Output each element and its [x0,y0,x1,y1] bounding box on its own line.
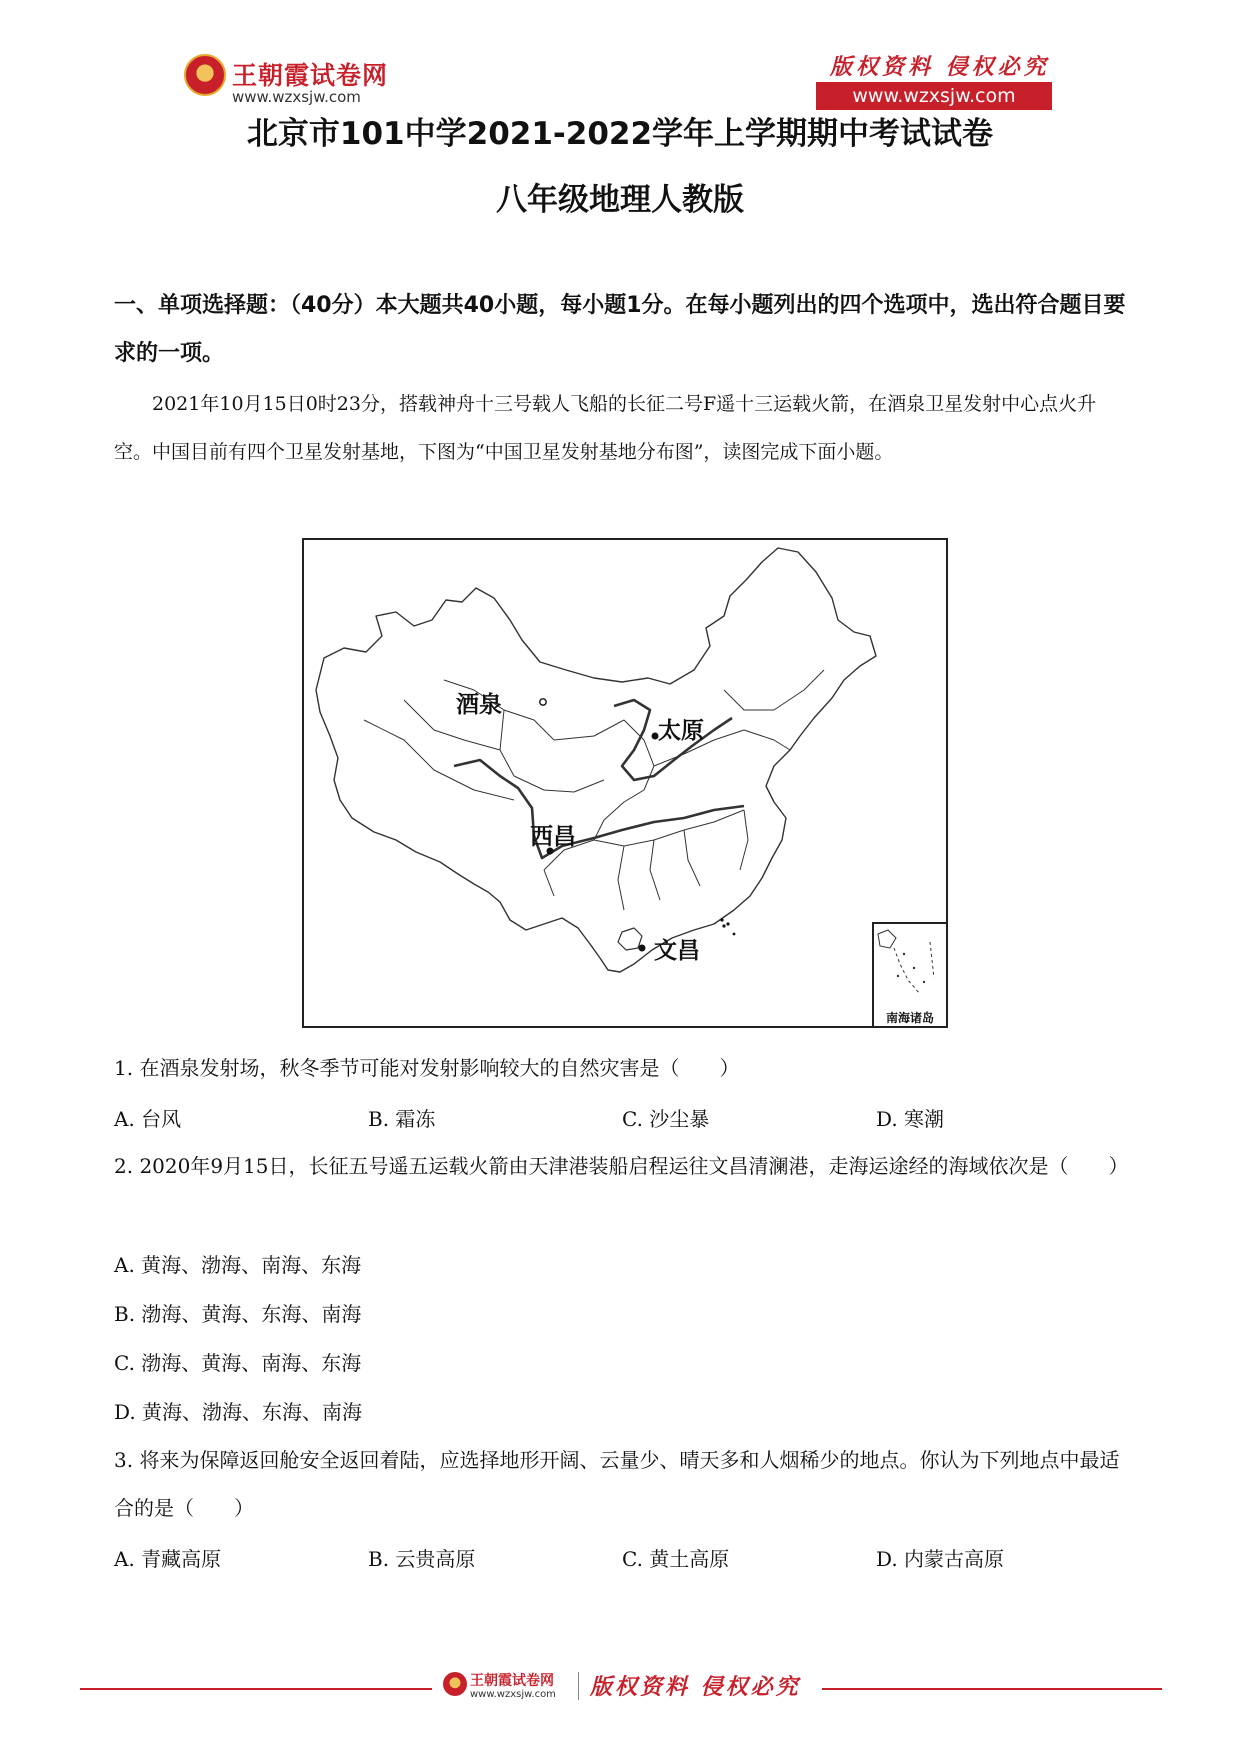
section-heading: 一、单项选择题：（40分）本大题共40小题，每小题1分。在每小题列出的四个选项中，选出符合题目要求的一项。 [114,293,1126,366]
q1-option-a: A. 台风 [114,1107,182,1131]
footer-separator [578,1672,579,1700]
logo-url[interactable]: www.wzxsjw.com [232,88,361,106]
question-2-stem: 2. 2020年9月15日，长征五号遥五运载火箭由天津港装船启程运往文昌清澜港，走海运途经的海域依次是（ ） [114,1154,1129,1178]
q1-option-b: B. 霜冻 [368,1107,436,1131]
site-label-wenchang: 文昌 [654,937,700,964]
province-borders [364,670,824,910]
china-outline [316,548,876,972]
page-title: 北京市101中学2021-2022学年上学期期中考试试卷 [246,116,994,152]
q2-option-d: D. 黄海、渤海、东海、南海 [114,1400,363,1424]
page-subtitle: 八年级地理人教版 [496,182,744,218]
footer-logo-name: 王朝霞试卷网 [470,1673,554,1689]
site-label-taiyuan: 太原 [658,717,704,744]
header-site-url[interactable]: www.wzxsjw.com [816,82,1052,110]
china-satellite-map [302,538,948,1028]
q1-option-d: D. 寒潮 [876,1107,945,1131]
hainan-island [618,928,642,950]
q3-option-c: C. 黄土高原 [622,1547,730,1571]
intro-paragraph: 2021年10月15日0时23分，搭载神舟十三号载人飞船的长征二号F遥十三运载火箭，在酒泉卫星发射中心点火升空。中国目前有四个卫星发射基地，下图为“中国卫星发射基地分布图”，读图完成下面小题。 [114,393,1097,463]
logo-name: 王朝霞试卷网 [232,61,389,90]
header-copyright: 版权资料 侵权必究 [830,54,1050,80]
footer-logo-url[interactable]: www.wzxsjw.com [470,1689,556,1700]
footer-copyright: 版权资料 侵权必究 [590,1674,801,1700]
q2-option-a: A. 黄海、渤海、南海、东海 [114,1253,362,1277]
question-1-stem: 1. 在酒泉发射场，秋冬季节可能对发射影响较大的自然灾害是（ ） [114,1056,740,1080]
question-3-stem: 3. 将来为保障返回舱安全返回着陆，应选择地形开阔、云量少、晴天多和人烟稀少的地点。你认为下列地点中最适合的是（ ） [114,1448,1120,1520]
site-label-jiuquan: 酒泉 [456,691,502,718]
q3-option-b: B. 云贵高原 [368,1547,476,1571]
site-label-xichang: 西昌 [530,823,576,850]
q2-option-b: B. 渤海、黄海、东海、南海 [114,1302,362,1326]
q1-option-c: C. 沙尘暴 [622,1107,710,1131]
logo-seal-icon [184,54,226,96]
footer-logo-icon [443,1672,467,1696]
q2-option-c: C. 渤海、黄海、南海、东海 [114,1351,362,1375]
q3-option-d: D. 内蒙古高原 [876,1547,1005,1571]
footer-divider-right [822,1688,1162,1690]
q3-option-a: A. 青藏高原 [114,1547,222,1571]
china-outline-map [304,540,946,1026]
inset-label: 南海诸岛 [885,1011,934,1025]
footer-divider-left [80,1688,432,1690]
inset-islands [874,924,946,1010]
